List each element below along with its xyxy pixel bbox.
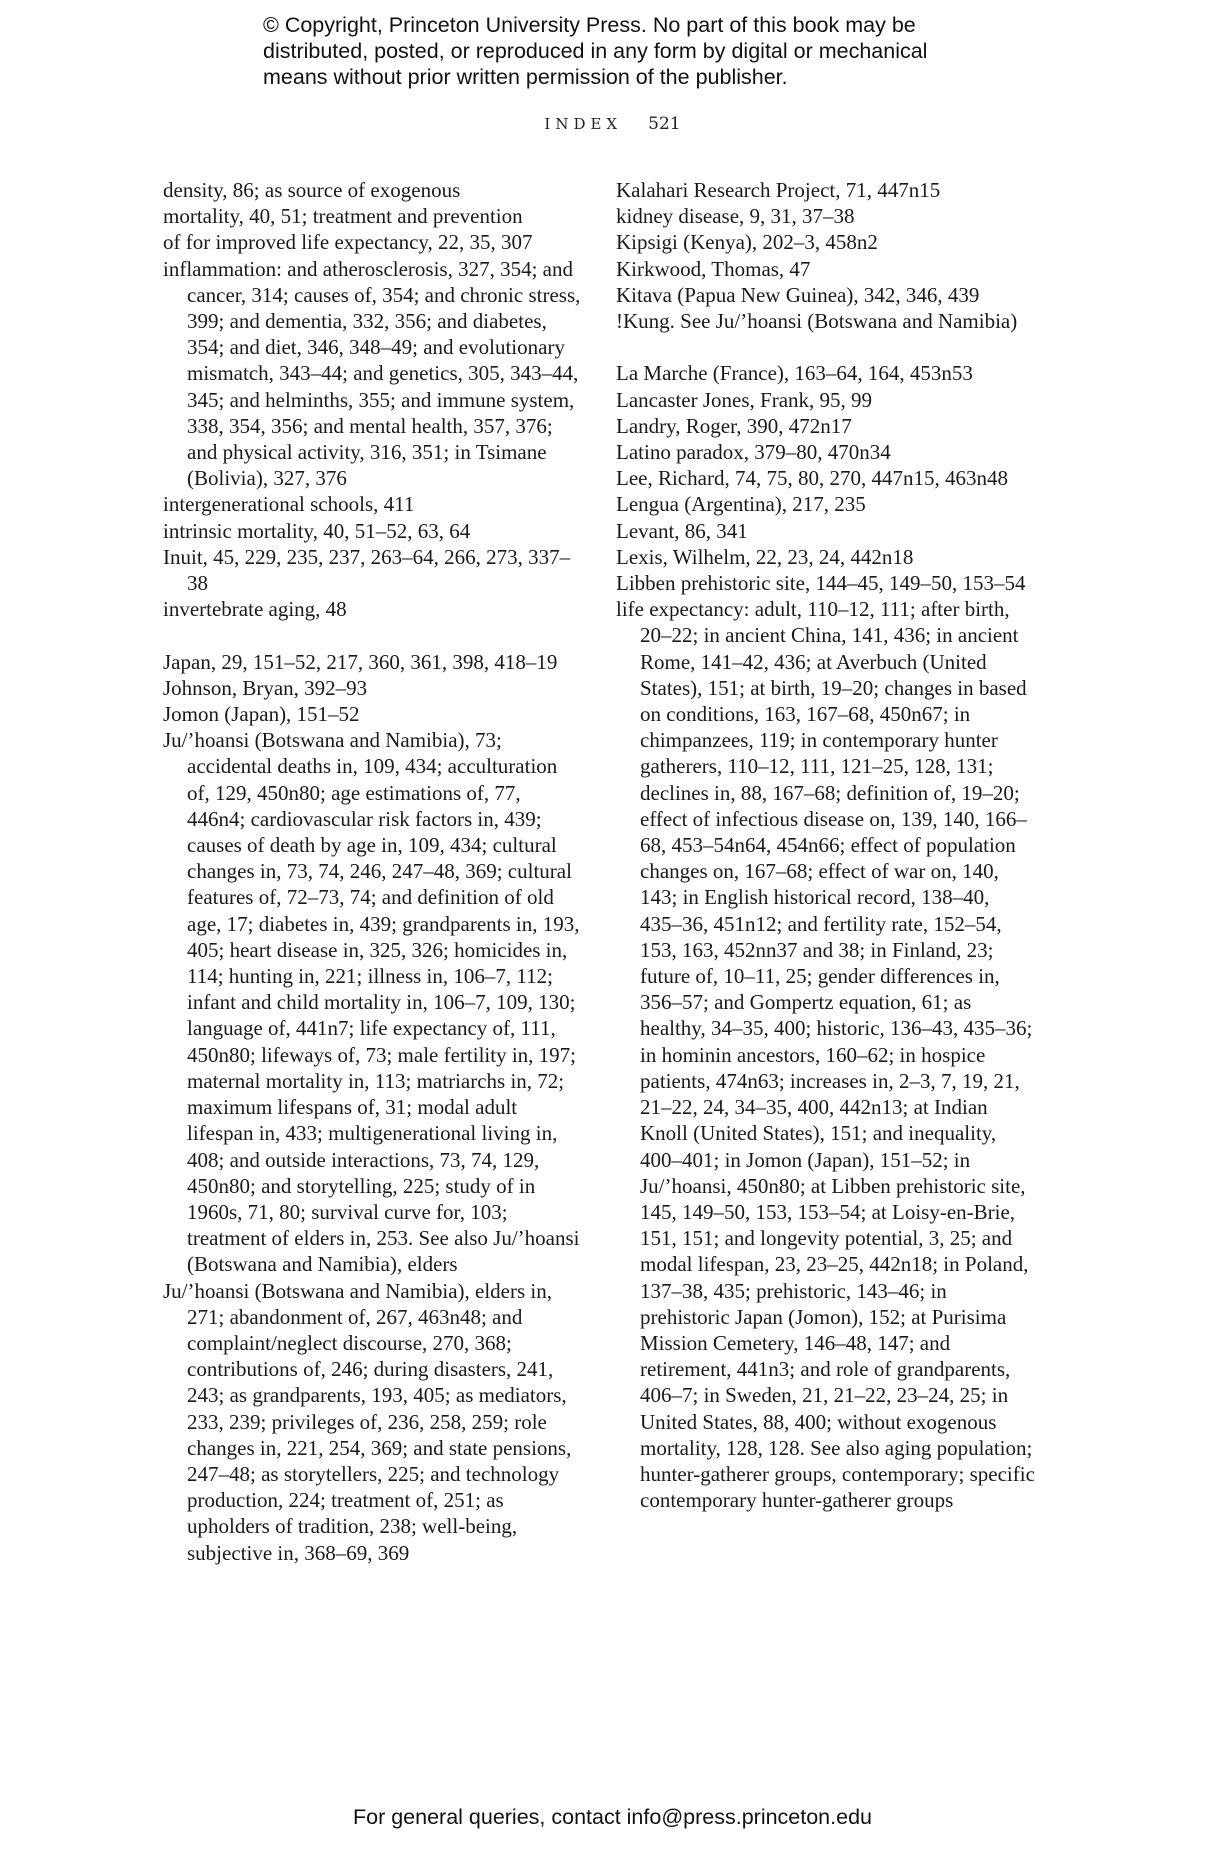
index-entry: Japan, 29, 151–52, 217, 360, 361, 398, 418–19: [163, 649, 558, 674]
index-entry: Kalahari Research Project, 71, 447n15: [616, 178, 941, 202]
index-entry: Kipsigi (Kenya), 202–3, 458n2: [616, 230, 878, 255]
index-entry: Levant, 86, 341: [616, 518, 748, 543]
index-entry: inflammation: and atherosclerosis, 327, 354; and cancer, 314; causes of, 354; and chronic stress, 399; and dementia, 332, 356; and diabetes, 354; and diet, 346, 348–49; and evolutionary mismatch, 343–44; and genetics, 305, 343–44, 345; and helminths, 355; and immune system, 338, 354, 356; and mental health, 357, 376; and physical activity, 316, 351; in Tsimane (Bolivia), 327, 376: [163, 256, 581, 491]
index-entry: intrinsic mortality, 40, 51–52, 63, 64: [163, 518, 471, 543]
index-line: density, 86; as source of exogenous: [163, 178, 461, 202]
index-entry: Libben prehistoric site, 144–45, 149–50, 153–54: [616, 571, 1026, 596]
index-entry: Latino paradox, 379–80, 470n34: [616, 440, 891, 465]
index-entry: Kitava (Papua New Guinea), 342, 346, 439: [616, 282, 980, 307]
index-entry: Lee, Richard, 74, 75, 80, 270, 447n15, 463n48: [616, 466, 1008, 491]
index-entry: Ju/’hoansi (Botswana and Namibia), 73; accidental deaths in, 109, 434; acculturation of, 129, 450n80; age estimations of, 77, 446n4; cardiovascular risk factors in, 439; causes of death by age in, 109, 434; cultural changes in, 73, 74, 246, 247–48, 369; cultural features of, 72–73, 74; and definition of old age, 17; diabetes in, 439; grandparents in, 193, 405; heart disease in, 325, 326; homicides in, 114; hunting in, 221; illness in, 106–7, 112; infant and child mortality in, 106–7, 109, 130; language of, 441n7; life expectancy of, 111, 450n80; lifeways of, 73; male fertility in, 197; maternal mortality in, 113; matriarchs in, 72; maximum lifespans of, 31; modal adult lifespan in, 433; multigenerational living in, 408; and outside interactions, 73, 74, 129, 450n80; and storytelling, 225; study of in 1960s, 71, 80; survival curve for, 103; treatment of elders in, 253. See also Ju/’hoansi (Botswana and Namibia), elders: [163, 728, 580, 1277]
index-line: of for improved life expectancy, 22, 35, 307: [163, 230, 533, 255]
index-column-left: [163, 177, 583, 1566]
index-entry: La Marche (France), 163–64, 164, 453n53: [616, 361, 973, 386]
index-entry: Kirkwood, Thomas, 47: [616, 256, 811, 281]
index-column-right: [616, 177, 1036, 1513]
copyright-line: © Copyright, Princeton University Press. No part of this book may be: [263, 13, 916, 37]
running-title: INDEX: [544, 115, 623, 133]
index-entry: kidney disease, 9, 31, 37–38: [616, 204, 855, 229]
index-entry: Johnson, Bryan, 392–93: [163, 675, 368, 700]
index-entry: Landry, Roger, 390, 472n17: [616, 413, 852, 438]
copyright-notice: [263, 12, 1023, 90]
index-entry-continued: [163, 177, 583, 256]
index-entry: !Kung. See Ju/’hoansi (Botswana and Namibia): [616, 309, 1018, 334]
index-line: mortality, 40, 51; treatment and prevention: [163, 204, 523, 229]
footer-contact: For general queries, contact info@press.princeton.edu: [352, 1805, 872, 1829]
copyright-line: means without prior written permission of the publisher.: [263, 65, 788, 89]
index-entry: Inuit, 45, 229, 235, 237, 263–64, 266, 273, 337–38: [163, 544, 571, 596]
page-number: 521: [648, 114, 681, 134]
letter-group-gap: [163, 622, 583, 648]
index-entry: life expectancy: adult, 110–12, 111; after birth, 20–22; in ancient China, 141, 436; in ancient Rome, 141–42, 436; at Averbuch (United States), 151; at birth, 19–20; changes in based on conditions, 163, 167–68, 450n67; in chimpanzees, 119; in contemporary hunter gatherers, 110–12, 111, 121–25, 128, 131; declines in, 88, 167–68; definition of, 19–20; effect of infectious disease on, 139, 140, 166–68, 453–54n64, 454n66; effect of population changes on, 167–68; effect of war on, 140, 143; in English historical record, 138–40, 435–36, 451n12; and fertility rate, 152–54, 153, 163, 452nn37 and 38; in Finland, 23; future of, 10–11, 25; gender differences in, 356–57; and Gompertz equation, 61; as healthy, 34–35, 400; historic, 136–43, 435–36; in hominin ancestors, 160–62; in hospice patients, 474n63; increases in, 2–3, 7, 19, 21, 21–22, 24, 34–35, 400, 442n13; at Indian Knoll (United States), 151; and inequality, 400–401; in Jomon (Japan), 151–52; in Ju/’hoansi, 450n80; at Libben prehistoric site, 145, 149–50, 153, 153–54; at Loisy-en-Brie, 151, 151; and longevity potential, 3, 25; and modal lifespan, 23, 23–25, 442n18; in Poland, 137–38, 435; prehistoric, 143–46; in prehistoric Japan (Jomon), 152; at Purisima Mission Cemetery, 146–48, 147; and retirement, 441n3; and role of grandparents, 406–7; in Sweden, 21, 21–22, 23–24, 25; in United States, 88, 400; without exogenous mortality, 128, 128. See also aging population; hunter-gatherer groups, contemporary; specific contemporary hunter-gatherer groups: [616, 597, 1035, 1513]
index-entry: intergenerational schools, 411: [163, 492, 415, 517]
index-entry: invertebrate aging, 48: [163, 597, 347, 622]
running-head: [0, 114, 1225, 134]
letter-group-gap: [616, 334, 1036, 360]
index-entry: Lengua (Argentina), 217, 235: [616, 492, 866, 517]
index-entry: Lexis, Wilhelm, 22, 23, 24, 442n18: [616, 544, 914, 569]
index-entry: Jomon (Japan), 151–52: [163, 702, 360, 727]
index-entry: Lancaster Jones, Frank, 95, 99: [616, 387, 873, 412]
index-entry: Ju/’hoansi (Botswana and Namibia), elders in, 271; abandonment of, 267, 463n48; and complaint/neglect discourse, 270, 368; contributions of, 246; during disasters, 241, 243; as grandparents, 193, 405; as mediators, 233, 239; privileges of, 236, 258, 259; role changes in, 221, 254, 369; and state pensions, 247–48; as storytellers, 225; and technology production, 224; treatment of, 251; as upholders of tradition, 238; well-being, subjective in, 368–69, 369: [163, 1278, 572, 1565]
copyright-line: distributed, posted, or reproduced in any form by digital or mechanical: [263, 39, 928, 63]
